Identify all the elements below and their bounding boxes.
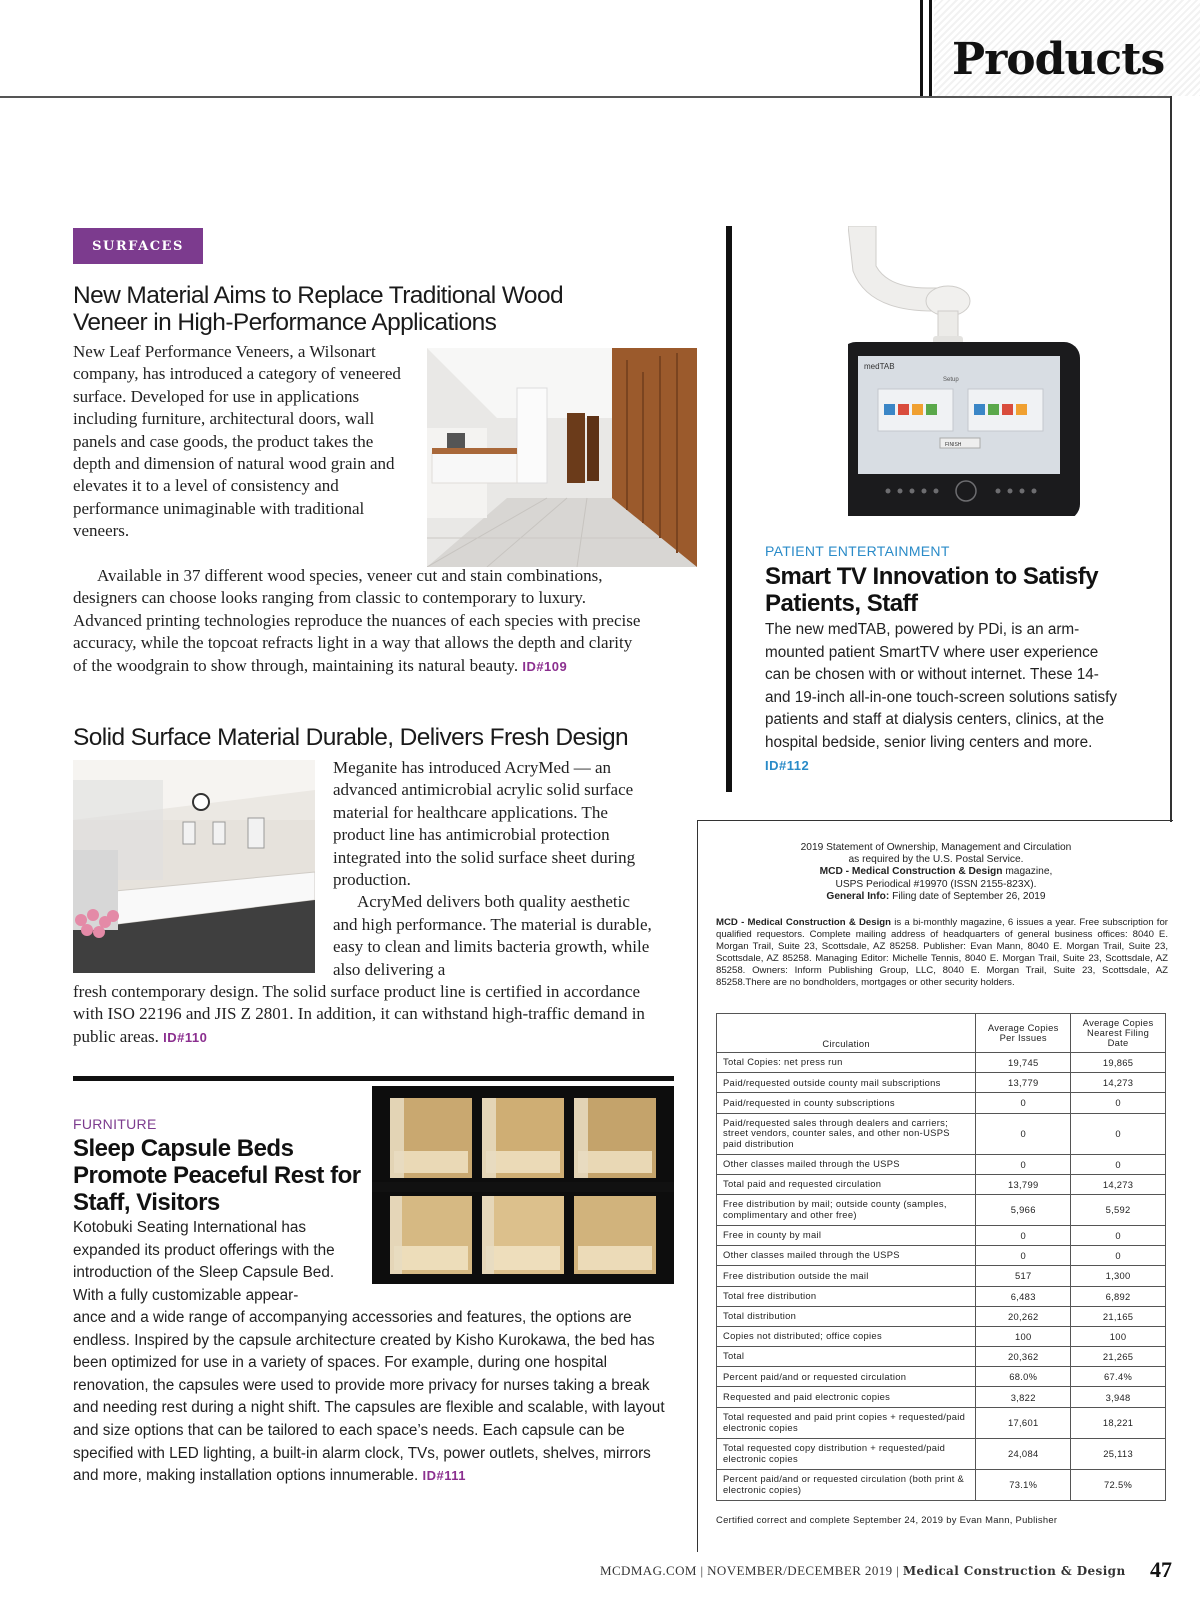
table-row: Paid/requested sales through dealers and carriers; street vendors, counter sales, and other non-USPS paid distribution 0 0	[717, 1113, 1166, 1154]
section-tag-surfaces: SURFACES	[73, 228, 203, 264]
table-header: Average Copies Nearest Filing Date	[1071, 1014, 1166, 1053]
table-row: Total requested copy distribution + requested/paid electronic copies 24,084 25,113	[717, 1438, 1166, 1469]
article-body: ance and a wide range of accompanying accessories and features, the options are endless. Inspired by the capsule architecture created by Kisho Kurokawa, the bed has been optimized for use in a variety of spaces. For example, during one hospital renovation, the capsules were used to provide more privacy for nurses taking a break and needing rest during a night shift. The capsules are flexible and scalable, with layout and size options that can be tailored to each space’s needs. Each capsule can be specified with LED lighting, a built-in alarm clock, TVs, power outlets, shelves, mirrors and more, making installation options innumerable. ID#111	[73, 1309, 665, 1485]
table-row: Other classes mailed through the USPS 0 0	[717, 1154, 1166, 1174]
table-row: Free distribution outside the mail 517 1,300	[717, 1266, 1166, 1286]
circulation-table	[716, 1013, 1166, 1501]
screen-brand: medTAB	[864, 362, 895, 371]
statement-paragraph: MCD - Medical Construction & Design is a bi-monthly magazine, 6 issues a year. Free subscription for qualified requestors. Complete mailing address of headquarters of general business offices: 8040 E. Morgan Trail, Suite 23, Scottsdale, AZ 85258. Publisher: Evan Mann, 8040 E. Morgan Trail, Suite 23, Scottsdale, AZ 85258. Managing Editor: Michelle Tennis, 8040 E. Morgan Trail, Suite 23, Scottsdale, AZ 85258. Owners: Inform Publishing Group, LLC, 8040 E. Morgan Trail, Suite 23, Scottsdale, AZ 85258.There are no bondholders, mortgages or other security holders.	[716, 917, 1168, 989]
table-row: Total requested and paid print copies + requested/paid electronic copies 17,601 18,221	[717, 1407, 1166, 1438]
screen-button: FINISH	[945, 442, 962, 448]
header-bar	[920, 0, 923, 96]
footer-site[interactable]: MCDMAG.COM	[600, 1563, 697, 1578]
column-rule	[1170, 96, 1172, 822]
product-id[interactable]: ID#111	[422, 1468, 466, 1484]
article-headline: New Material Aims to Replace Traditional Wood Veneer in High-Performance Applications	[73, 282, 564, 336]
table-row: Free distribution by mail; outside county (samples, complimentary and other free) 5,966 5,592	[717, 1194, 1166, 1225]
table-row: Total distribution 20,262 21,165	[717, 1306, 1166, 1326]
table-row: Requested and paid electronic copies 3,822 3,948	[717, 1387, 1166, 1407]
table-row: Other classes mailed through the USPS 0 0	[717, 1246, 1166, 1266]
table-row: Percent paid/and or requested circulation (both print & electronic copies) 73.1% 72.5%	[717, 1469, 1166, 1500]
table-header: Average Copies Per Issues	[976, 1014, 1071, 1053]
page-number: 47	[1150, 1557, 1172, 1582]
article-kicker: FURNITURE	[73, 1116, 157, 1132]
medtab-tv-photo	[848, 226, 1083, 516]
header-rule	[0, 96, 1172, 98]
table-header: Circulation	[717, 1014, 976, 1053]
product-id[interactable]: ID#110	[163, 1029, 208, 1045]
table-row: Free in county by mail 0 0	[717, 1225, 1166, 1245]
hallway-photo	[427, 348, 697, 567]
article-headline: Solid Surface Material Durable, Delivers Fresh Design	[73, 724, 629, 751]
article-kicker: PATIENT ENTERTAINMENT	[765, 543, 950, 559]
article-body: fresh contemporary design. The solid surface product line is certified in accordance with ISO 22196 and JIS Z 2801. In addition, it can withstand high-traffic demand in public areas. ID#110	[73, 982, 645, 1046]
article-rule	[73, 1076, 674, 1081]
table-row: Total paid and requested circulation 13,799 14,273	[717, 1174, 1166, 1194]
product-id[interactable]: ID#109	[522, 658, 568, 674]
article-body: The new medTAB, powered by PDi, is an arm-mounted patient SmartTV where user experience can be chosen with or without internet. These 14- and 19-inch all-in-one touch-screen solutions satisfy patients and staff at dialysis centers, clinics, at the hospital bedside, senior living centers and more. ID#112	[765, 621, 1118, 773]
table-row: Paid/requested in county subscriptions 0 0	[717, 1093, 1166, 1113]
washroom-photo	[73, 760, 315, 973]
table-row: Percent paid/and or requested circulation 68.0% 67.4%	[717, 1367, 1166, 1387]
statement-heading: 2019 Statement of Ownership, Management and Circulation as required by the U.S. Postal Service. MCD - Medical Construction & Design magazine, USPS Periodical #19970 (ISSN 2155-823X). General Info: Filing date of September 26, 2019	[800, 842, 1072, 902]
article-headline: Smart TV Innovation to Satisfy Patients, Staff	[765, 563, 1099, 617]
screen-title: Setup	[943, 377, 959, 383]
product-id[interactable]: ID#112	[765, 757, 810, 773]
section-title: Products	[952, 34, 1165, 85]
footer-issue: NOVEMBER/DECEMBER 2019	[707, 1563, 893, 1578]
table-row: Total 20,362 21,265	[717, 1347, 1166, 1367]
article-accent-bar	[726, 226, 732, 792]
article-body: Meganite has introduced AcryMed — an advanced antimicrobial acrylic solid surface material for healthcare applications. The product line has antimicrobial protection integrated into the solid surface sheet during production. AcryMed delivers both quality aesthetic and high performance. The material is durable, easy to clean and limits bacteria growth, while also delivering a	[333, 758, 652, 979]
table-row: Paid/requested outside county mail subscriptions 13,779 14,273	[717, 1073, 1166, 1093]
table-row: Copies not distributed; office copies 100 100	[717, 1326, 1166, 1346]
article-body: New Leaf Performance Veneers, a Wilsonart company, has introduced a category of veneered surface. Developed for use in applications including furniture, architectural doors, wall panels and case goods, the product takes the depth and dimension of natural wood grain and elevates it to a level of consistency and performance unimaginable with traditional veneers.	[73, 342, 401, 541]
article-body: Available in 37 different wood species, veneer cut and stain combinations, designers can choose looks ranging from classic to contemporary to luxury. Advanced printing technologies reproduce the nuances of each species with precise accuracy, while the topcoat refracts light in a way that allows the depth and clarity of the woodgrain to show through, maintaining its natural beauty. ID#109	[73, 566, 641, 675]
header-bar	[929, 0, 932, 96]
article-headline: Sleep Capsule Beds Promote Peaceful Rest for Staff, Visitors	[73, 1135, 361, 1216]
table-row: Total free distribution 6,483 6,892	[717, 1286, 1166, 1306]
table-row: Total Copies: net press run 19,745 19,865	[717, 1053, 1166, 1073]
sleep-capsule-photo	[372, 1086, 674, 1284]
footer-publication: Medical Construction & Design	[902, 1564, 1126, 1578]
page-footer: MCDMAG.COM | NOVEMBER/DECEMBER 2019 | Medical Construction & Design	[600, 1563, 1126, 1578]
certification-line: Certified correct and complete September 24, 2019 by Evan Mann, Publisher	[716, 1514, 1058, 1525]
article-body: Kotobuki Seating International has expanded its product offerings with the introduction of the Sleep Capsule Bed. With a fully customizable appear-	[73, 1219, 335, 1304]
